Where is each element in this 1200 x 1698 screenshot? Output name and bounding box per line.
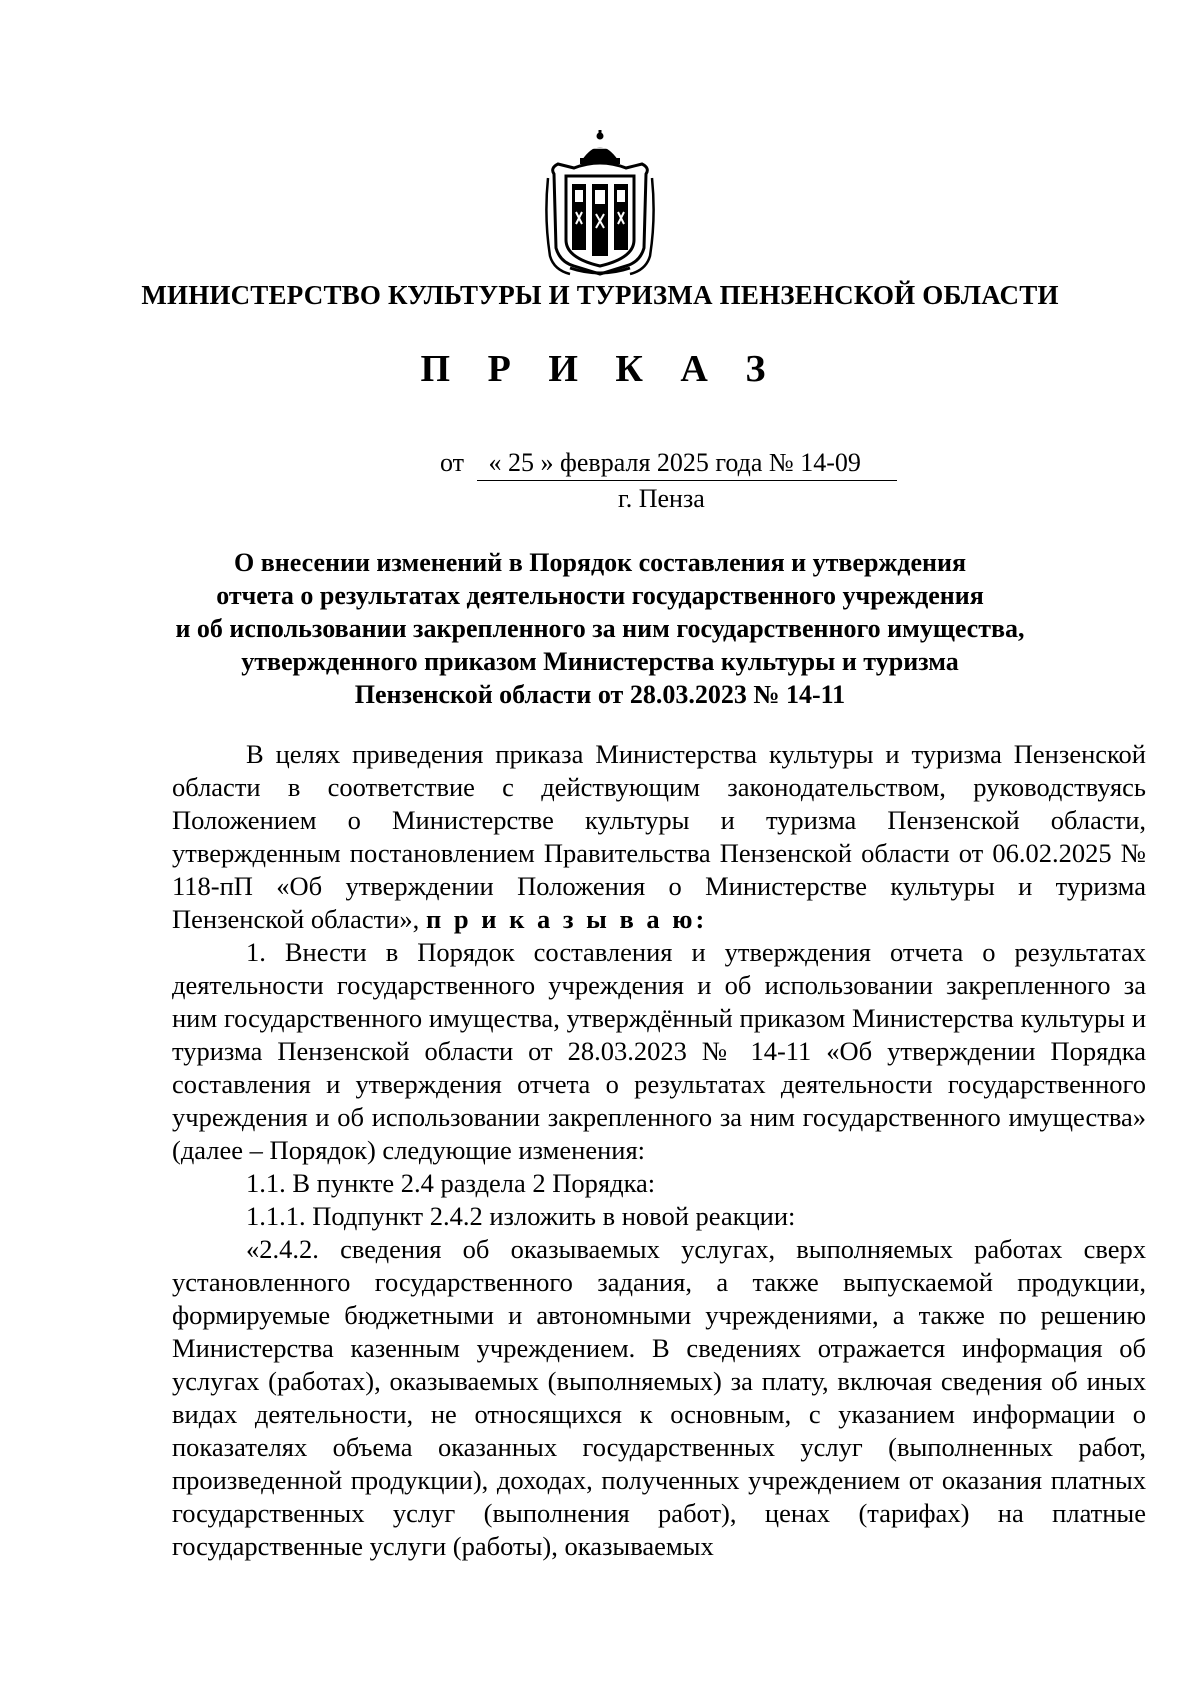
order-subject (150, 546, 1050, 711)
ministry-name: МИНИСТЕРСТВО КУЛЬТУРЫ И ТУРИЗМА ПЕНЗЕНСКОЙ ОБЛАСТИ (141, 280, 1059, 310)
order-body (172, 738, 1146, 1563)
item-2-4-2-paragraph: «2.4.2. сведения об оказываемых услугах, выполняемых работах сверх установленного государственного задания, а также выпускаемой продукции, формируемые бюджетными и автономными учреждениями, а также по решению Министерства казенным учреждением. В сведениях отражается информация об услугах (работах), оказываемых (выполняемых) за плату, включая сведения об иных видах деятельности, не относящихся к основным, с указанием информации о показателях объема оказанных государственных услуг (выполненных работ, произведенной продукции), доходах, полученных учреждением от оказания платных государственных услуг (выполнения работ), ценах (тарифах) на платные государственные услуги (работы), оказываемых (172, 1234, 1146, 1561)
item-1-paragraph: 1. Внести в Порядок составления и утверждения отчета о результатах деятельности государственного учреждения и об использовании закрепленного за ним государственного имущества, утверждённый приказом Министерства культуры и туризма Пензенской области от 28.03.2023 № 14-11 «Об утверждении Порядка составления и утверждения отчета о результатах деятельности государственного учреждения и об использовании закрепленного за ним государственного имущества» (далее – Порядок) следующие изменения: (172, 937, 1146, 1165)
order-word: п р и к а з ы в а ю: (425, 904, 708, 934)
subject-line: Пензенской области от 28.03.2023 № 14-11 (354, 680, 846, 709)
city-name: г. Пенза (618, 484, 705, 513)
item-1-1-paragraph: 1.1. В пункте 2.4 раздела 2 Порядка: (246, 1168, 656, 1198)
date-prefix: от (440, 448, 465, 477)
preamble-text: В целях приведения приказа Министерства культуры и туризма Пензенской области в соответствие с действующим законодательством, руководствуясь Положением о Министерстве культуры и туризма Пензенской области, утвержденным постановлением Правительства Пензенской области от 06.02.2025 № 118-пП «Об утверждении Положения о Министерстве культуры и туризма Пензенской области», (172, 739, 1146, 934)
item-1-1-1-paragraph: 1.1.1. Подпункт 2.4.2 изложить в новой реакции: (246, 1201, 796, 1231)
subject-line: О внесении изменений в Порядок составления и утверждения (233, 548, 967, 577)
coat-of-arms-icon (540, 128, 660, 278)
subject-line: отчета о результатах деятельности государственного учреждения (216, 581, 984, 610)
date-and-number: « 25 » февраля 2025 года № 14-09 (477, 446, 897, 481)
document-type-title: П Р И К А З (420, 348, 780, 390)
date-and-number-line (440, 446, 897, 481)
subject-line: утвержденного приказом Министерства культуры и туризма (241, 647, 959, 676)
subject-line: и об использовании закрепленного за ним государственного имущества, (175, 614, 1025, 643)
preamble-paragraph (172, 738, 1146, 936)
